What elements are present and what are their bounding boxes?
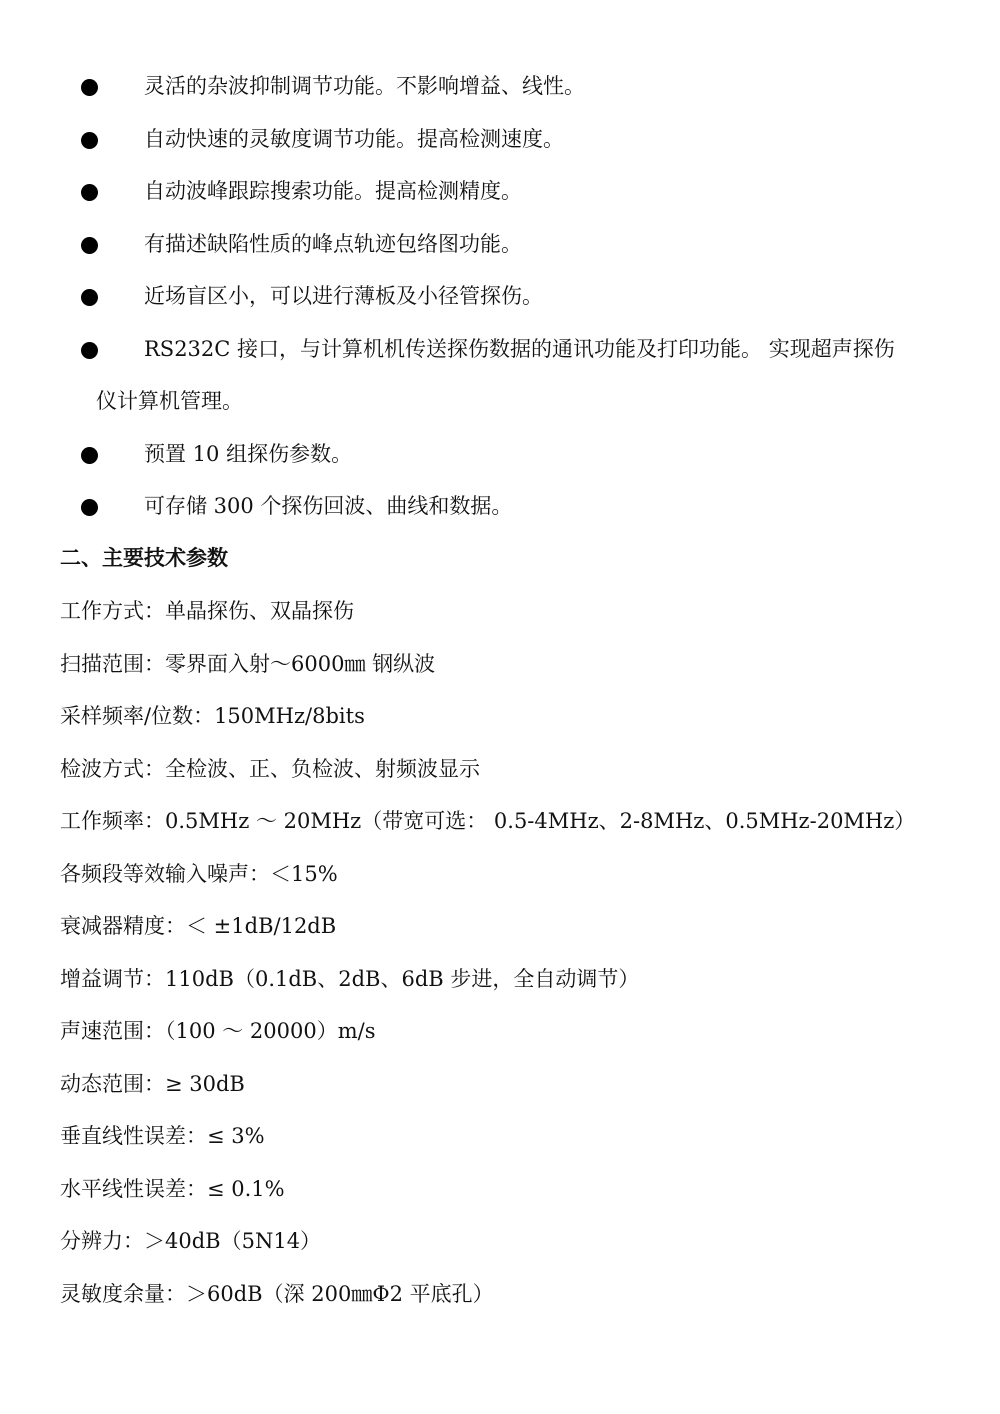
bullet-dot-icon xyxy=(81,237,98,254)
feature-item xyxy=(0,480,1000,533)
feature-text: RS232C 接口，与计算机机传送探伤数据的通讯功能及打印功能。 实现超声探伤仪计算机管理。 xyxy=(96,336,895,413)
bullet-dot-icon xyxy=(81,289,98,306)
spec-row: 动态范围：≥ 30dB xyxy=(60,1071,245,1096)
section-heading: 二、主要技术参数 xyxy=(60,545,228,570)
feature-item xyxy=(0,428,1000,481)
feature-text: 有描述缺陷性质的峰点轨迹包络图功能。 xyxy=(144,231,522,256)
feature-text: 灵活的杂波抑制调节功能。不影响增益、线性。 xyxy=(144,74,585,98)
bullet-dot-icon xyxy=(81,499,98,516)
feature-text: 自动波峰跟踪搜索功能。提高检测精度。 xyxy=(144,179,522,203)
spec-row: 检波方式：全检波、正、负检波、射频波显示 xyxy=(60,756,480,781)
spec-row: 水平线性误差：≤ 0.1% xyxy=(60,1176,285,1201)
spec-row: 垂直线性误差：≤ 3% xyxy=(60,1124,265,1148)
spec-row: 采样频率/位数：150MHz/8bits xyxy=(60,704,365,728)
feature-text: 近场盲区小，可以进行薄板及小径管探伤。 xyxy=(144,284,543,308)
spec-row: 分辨力：＞40dB（5N14） xyxy=(60,1229,322,1253)
spec-row: 各频段等效输入噪声：＜15% xyxy=(60,861,338,886)
spec-row: 衰减器精度：＜ ±1dB/12dB xyxy=(60,914,337,938)
spec-row: 声速范围：（100 ～ 20000）m/s xyxy=(60,1019,376,1043)
feature-text: 可存储 300 个探伤回波、曲线和数据。 xyxy=(144,494,513,518)
feature-item xyxy=(0,270,1000,323)
feature-item xyxy=(0,165,1000,218)
bullet-dot-icon xyxy=(81,447,98,464)
spec-row: 工作方式：单晶探伤、双晶探伤 xyxy=(60,599,354,623)
spec-row: 增益调节：110dB（0.1dB、2dB、6dB 步进，全自动调节） xyxy=(60,966,640,991)
feature-item xyxy=(0,60,1000,113)
spec-row: 工作频率：0.5MHz ～ 20MHz（带宽可选： 0.5-4MHz、2-8MHz、0.5MHz-20MHz） xyxy=(60,809,916,833)
bullet-dot-icon xyxy=(81,184,98,201)
spec-list xyxy=(60,585,960,1320)
bullet-dot-icon xyxy=(81,79,98,96)
feature-list xyxy=(0,60,1000,533)
feature-item xyxy=(0,323,1000,428)
feature-text: 自动快速的灵敏度调节功能。提高检测速度。 xyxy=(144,126,564,151)
feature-item xyxy=(0,113,1000,166)
spec-row: 灵敏度余量：＞60dB（深 200㎜Φ2 平底孔） xyxy=(60,1281,494,1306)
feature-text: 预置 10 组探伤参数。 xyxy=(144,441,353,466)
bullet-dot-icon xyxy=(81,132,98,149)
spec-row: 扫描范围：零界面入射～6000㎜ 钢纵波 xyxy=(60,651,436,676)
feature-item xyxy=(0,218,1000,271)
